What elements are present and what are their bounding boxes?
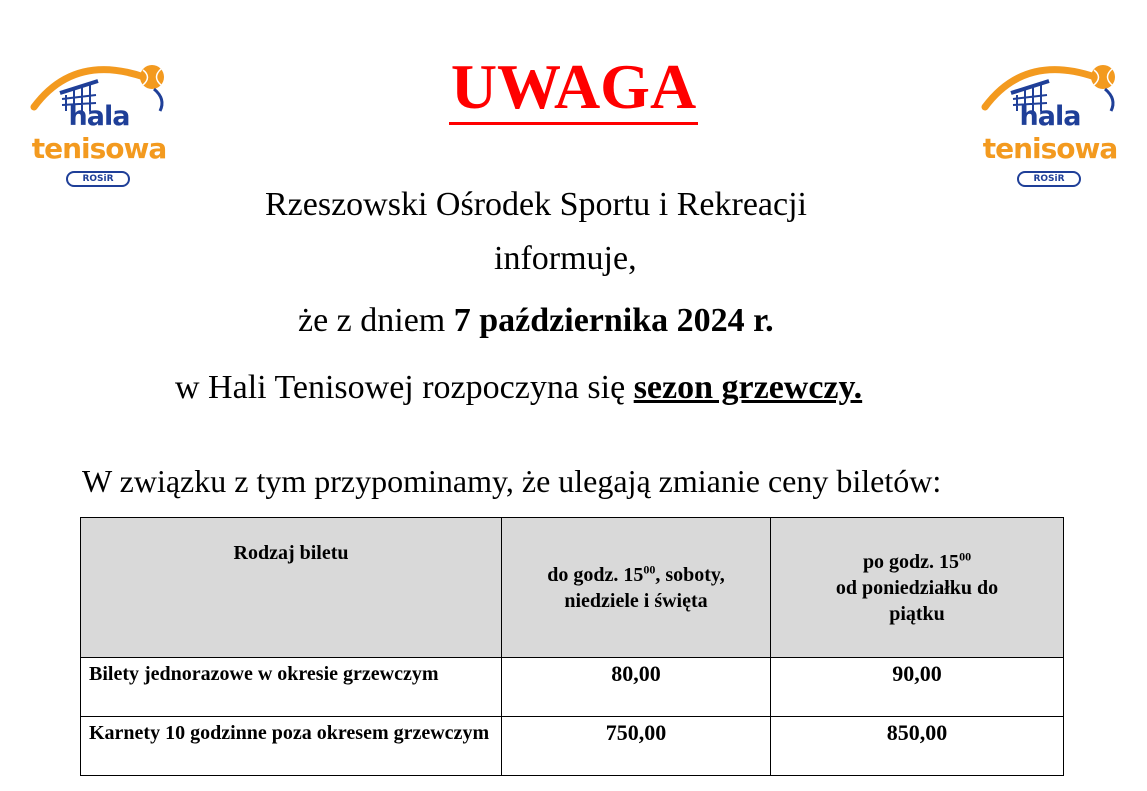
date-prefix: że z dniem xyxy=(298,302,454,339)
header-before-15-b: , soboty, xyxy=(655,563,725,586)
header-after-15-a: po godz. 15 xyxy=(862,550,960,573)
logo-hala-text: hala xyxy=(1019,101,1081,132)
logo-hala-text: hala xyxy=(68,101,130,132)
header-before-15 xyxy=(502,518,771,658)
table-row xyxy=(81,658,1064,717)
price-after-15-cell: 90,00 xyxy=(771,658,1064,717)
price-table xyxy=(80,517,1064,776)
intro-line-informs: informuje, xyxy=(494,240,637,277)
page-title xyxy=(0,52,1147,122)
logo-badge: ROSiR xyxy=(1017,171,1081,187)
price-before-15-cell: 750,00 xyxy=(502,717,771,776)
intro-line-season xyxy=(175,368,862,408)
season-prefix: w Hali Tenisowej rozpoczyna się xyxy=(175,369,634,406)
heating-season: sezon grzewczy. xyxy=(633,369,863,406)
intro-line-price-change: W związku z tym przypominamy, że ulegają zmianie ceny biletów: xyxy=(82,463,942,499)
ticket-type-cell: Karnety 10 godzinne poza okresem grzewczym xyxy=(81,717,502,776)
ticket-type-cell: Bilety jednorazowe w okresie grzewczym xyxy=(81,658,502,717)
table-row xyxy=(81,717,1064,776)
logo-badge: ROSiR xyxy=(66,171,130,187)
header-after-15-c: piątku xyxy=(889,602,945,625)
header-after-15 xyxy=(771,518,1064,658)
price-after-15-cell: 850,00 xyxy=(771,717,1064,776)
header-before-15-a: do godz. 15 xyxy=(547,563,644,586)
title-text: UWAGA xyxy=(449,51,698,125)
header-before-15-c: niedziele i święta xyxy=(564,589,708,612)
logo-tenisowa-text: tenisowa xyxy=(31,132,167,165)
header-before-15-sup: 00 xyxy=(643,561,656,576)
header-after-15-b: od poniedziałku do xyxy=(835,576,999,599)
header-after-15-sup: 00 xyxy=(959,548,972,563)
start-date: 7 października 2024 r. xyxy=(453,302,774,339)
table-header-row xyxy=(81,518,1064,658)
price-before-15-cell: 80,00 xyxy=(502,658,771,717)
header-ticket-type: Rodzaj biletu xyxy=(81,518,502,658)
intro-line-date xyxy=(298,301,774,341)
intro-line-organization: Rzeszowski Ośrodek Sportu i Rekreacji xyxy=(265,186,807,223)
logo-tenisowa-text: tenisowa xyxy=(982,132,1118,165)
